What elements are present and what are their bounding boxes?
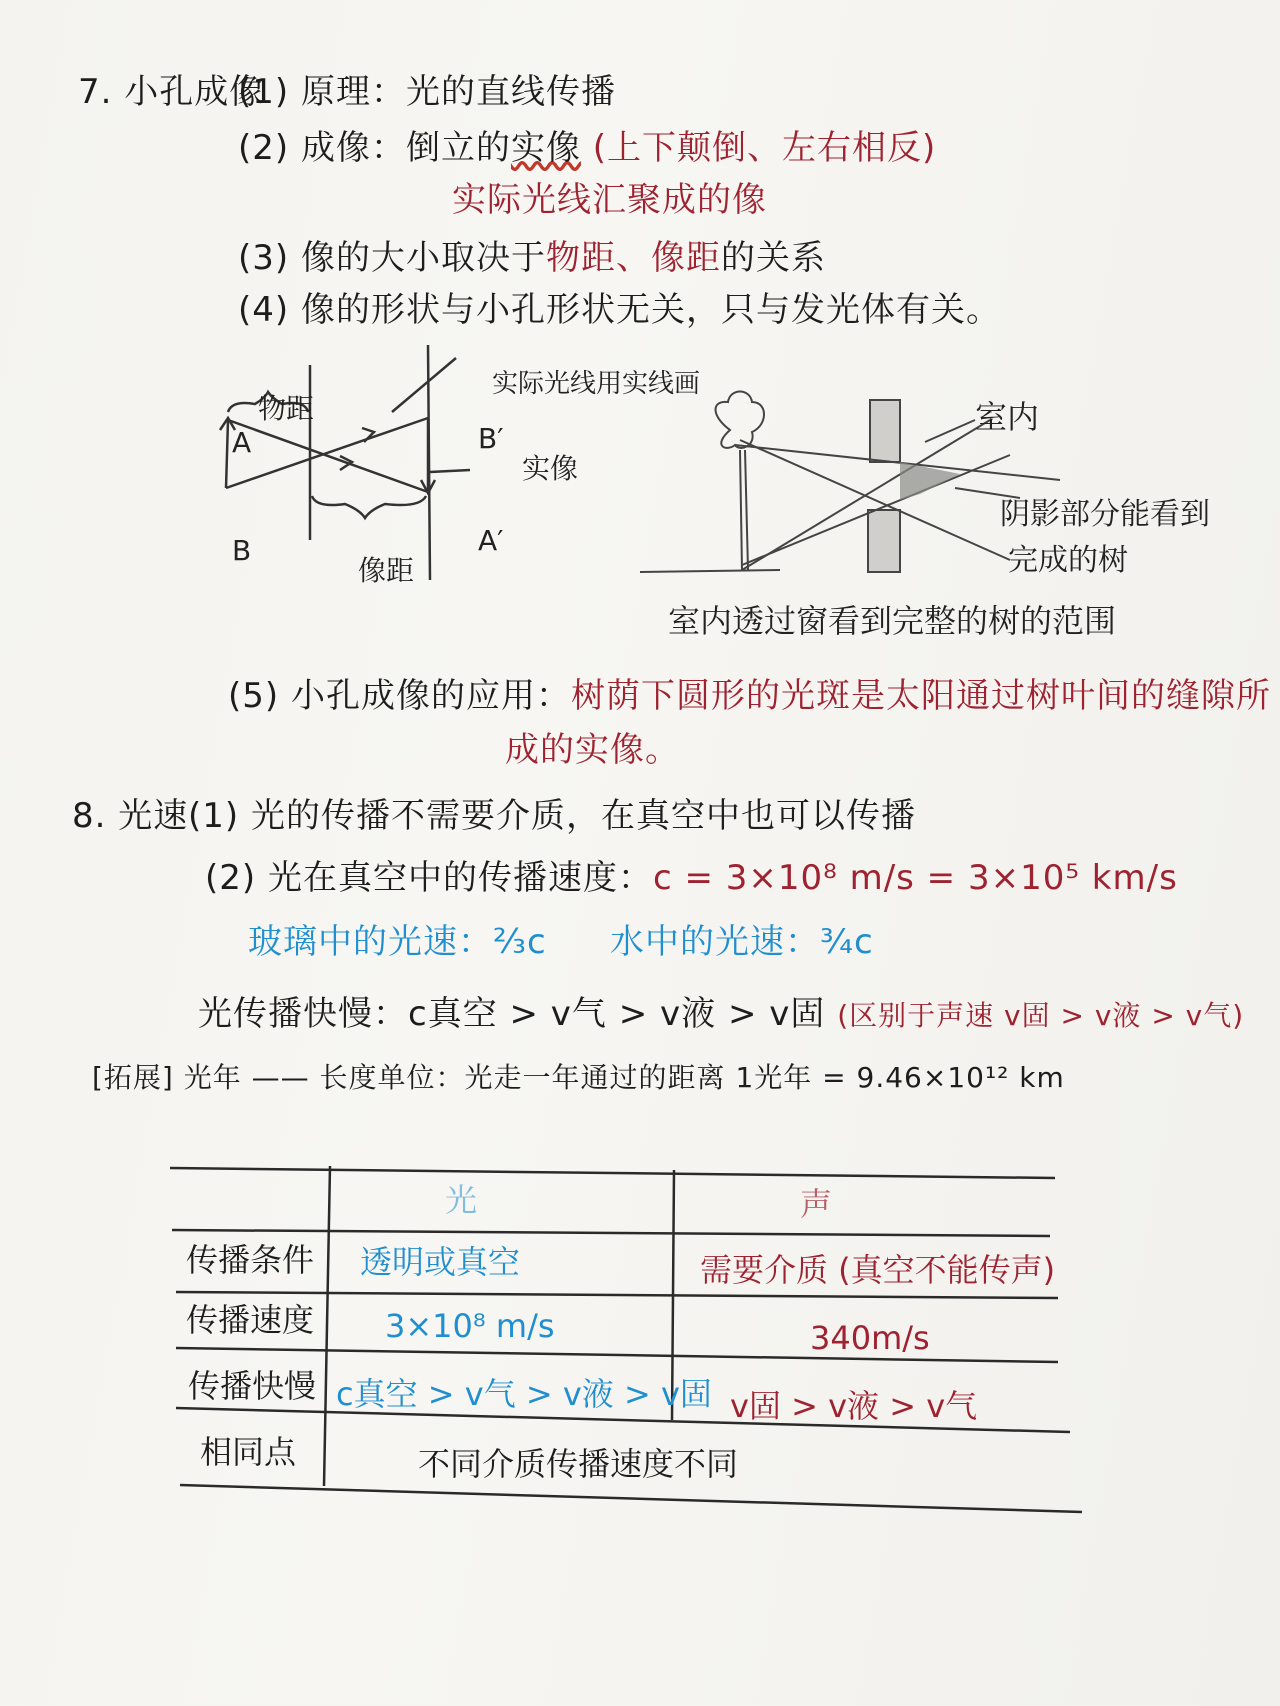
section7-item1: (1) 原理：光的直线传播	[238, 72, 616, 112]
section8-heading: 8. 光速	[72, 796, 189, 836]
table-line-top	[170, 1168, 1055, 1178]
table-row2-light: 3×10⁸ m/s	[385, 1307, 555, 1345]
table-row4-merged: 不同介质传播速度不同	[418, 1445, 739, 1483]
item3-suffix: 的关系	[720, 238, 826, 278]
table-row1-label: 传播条件	[186, 1241, 315, 1279]
table-row2-sound: 340m/s	[810, 1319, 930, 1357]
label-indoor: 室内	[975, 398, 1040, 436]
item3-red: 物距、像距	[545, 238, 721, 278]
table-row3-sound: v固 > v液 > v气	[730, 1387, 978, 1425]
speed-label: (2) 光在真空中的传播速度：	[205, 858, 653, 898]
tree-trunk-2	[745, 450, 748, 570]
label-shadow: 阴影部分能看到	[1000, 497, 1210, 532]
wall-top	[870, 400, 900, 462]
diagrams-layer	[0, 0, 1280, 660]
table-line-header	[172, 1230, 1050, 1236]
label-window-caption: 室内透过窗看到完整的树的范围	[668, 602, 1117, 640]
table-row1-sound: 需要介质 (真空不能传声)	[700, 1251, 1056, 1289]
section7-item5	[228, 676, 1271, 716]
item5-label: (5) 小孔成像的应用：	[228, 676, 571, 716]
label-object-distance: 物距	[258, 392, 315, 425]
section7-item5-cont: 成的实像。	[505, 730, 680, 770]
item3-prefix: (3) 像的大小取决于	[238, 238, 546, 278]
table-header-light: 光	[445, 1181, 478, 1219]
table-row3-label: 传播快慢	[188, 1367, 317, 1405]
order-text: c真空 > v气 > v液 > v固	[408, 994, 826, 1034]
image-distance-brace	[312, 496, 426, 518]
table-row3-light: c真空 > v气 > v液 > v固	[336, 1375, 712, 1413]
glass-speed: 玻璃中的光速：⅔c	[248, 922, 547, 962]
label-image-distance: 像距	[358, 554, 415, 587]
table-line-row1	[176, 1292, 1058, 1298]
light-year-extension: [拓展] 光年 —— 长度单位：光走一年通过的距离 1光年 = 9.46×10¹² km	[92, 1061, 1065, 1094]
item2-label: (2) 成像：倒立的	[238, 128, 511, 168]
table-row4-label: 相同点	[200, 1433, 297, 1471]
tree-trunk	[740, 450, 742, 570]
speed-formula: c = 3×10⁸ m/s = 3×10⁵ km/s	[652, 858, 1178, 898]
item2-note: (上下颠倒、左右相反)	[592, 128, 937, 168]
real-image-leader	[430, 470, 470, 472]
table-line-bottom	[180, 1485, 1082, 1512]
label-solid-line-note: 实际光线用实线画	[492, 369, 701, 399]
ray-B-to-Bprime	[226, 418, 428, 488]
label-B: B	[232, 534, 252, 567]
label-A-prime: A′	[478, 524, 504, 557]
note-leader	[392, 358, 456, 412]
water-speed: 水中的光速：¾c	[610, 922, 874, 962]
section8-item1: (1) 光的传播不需要介质，在真空中也可以传播	[188, 796, 916, 836]
ground-line	[640, 570, 780, 572]
left-diagram-labels	[232, 369, 700, 587]
ray-A-to-Aprime	[228, 420, 428, 492]
table-header-sound: 声	[800, 1185, 833, 1223]
table-row1-light: 透明或真空	[360, 1243, 521, 1281]
indoor-leader	[925, 420, 975, 442]
section8-item2	[205, 858, 1178, 898]
item2-highlight: 实像	[510, 128, 581, 168]
order-label: 光传播快慢：	[198, 994, 408, 1034]
label-A: A	[232, 426, 252, 459]
object-arrow	[226, 420, 228, 488]
wall-bottom	[868, 510, 900, 572]
section7-heading: 7. 小孔成像	[78, 72, 265, 112]
pinhole-diagram	[220, 345, 470, 580]
table-row2-label: 传播速度	[186, 1301, 315, 1339]
order-note: (区别于声速 v固 > v液 > v气)	[837, 999, 1245, 1032]
label-shadow2: 完成的树	[1008, 543, 1128, 578]
section7-item4: (4) 像的形状与小孔形状无关，只与发光体有关。	[238, 290, 1001, 330]
section7-item2-sub: 实际光线汇聚成的像	[452, 180, 767, 220]
tree-crown	[716, 392, 765, 448]
table-col-divider-1	[324, 1166, 330, 1486]
right-diagram-labels	[668, 398, 1210, 640]
label-real-image: 实像	[522, 452, 579, 485]
item5-text: 树荫下圆形的光斑是太阳通过树叶间的缝隙所	[570, 676, 1271, 716]
speed-order	[198, 994, 1244, 1036]
label-B-prime: B′	[478, 422, 504, 455]
